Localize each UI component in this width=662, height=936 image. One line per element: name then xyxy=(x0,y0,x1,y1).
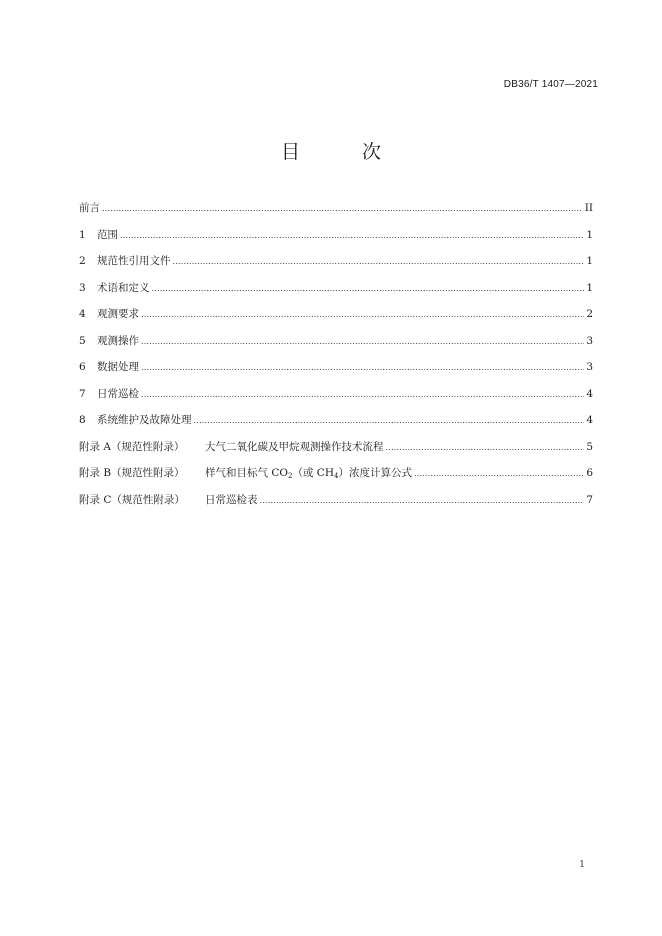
toc-entry-appendix-a[interactable] xyxy=(79,439,593,466)
toc-label: 术语和定义 xyxy=(97,281,150,294)
toc-entry-8[interactable] xyxy=(79,412,593,439)
toc-leader-dots xyxy=(141,337,584,346)
toc-appendix-prefix: 附录 C（规范性附录） xyxy=(79,493,185,506)
toc-number: 7 xyxy=(79,387,86,400)
toc-appendix-prefix: 附录 A（规范性附录） xyxy=(79,440,185,453)
document-code: DB36/T 1407—2021 xyxy=(503,79,598,90)
toc-number: 3 xyxy=(79,281,86,294)
toc-entry-appendix-c[interactable] xyxy=(79,492,593,519)
toc-label: 规范性引用文件 xyxy=(97,255,171,267)
toc-page: 6 xyxy=(586,467,593,479)
toc-label xyxy=(205,465,412,480)
toc-leader-dots xyxy=(141,390,584,399)
toc-label: 观测操作 xyxy=(97,334,139,347)
page-number: 1 xyxy=(579,860,585,870)
toc-leader-dots xyxy=(173,257,585,266)
toc-entry-5[interactable] xyxy=(79,333,593,360)
toc-leader-dots xyxy=(141,363,584,372)
toc-label: 大气二氧化碳及甲烷观测操作技术流程 xyxy=(205,440,384,453)
toc-label: 观测要求 xyxy=(97,308,139,320)
toc-number: 5 xyxy=(79,334,86,347)
toc-page: 4 xyxy=(586,414,593,426)
toc-page: II xyxy=(584,202,593,214)
toc-page: 3 xyxy=(586,361,593,373)
toc-label: 日常巡检表 xyxy=(205,493,258,506)
toc-entry-3[interactable] xyxy=(79,280,593,307)
toc-entry-1[interactable] xyxy=(79,227,593,254)
toc-page: 2 xyxy=(586,308,593,320)
table-of-contents xyxy=(79,200,593,518)
toc-appendix-prefix: 附录 B（规范性附录） xyxy=(79,467,185,479)
toc-entry-appendix-b[interactable] xyxy=(79,465,593,492)
toc-page: 1 xyxy=(586,255,593,267)
toc-number: 1 xyxy=(79,228,86,241)
toc-label-part: （或 CH xyxy=(292,467,334,479)
toc-label: 日常巡检 xyxy=(97,387,139,400)
toc-label: 数据处理 xyxy=(97,361,139,373)
page-title: 目 次 xyxy=(280,141,410,163)
toc-leader-dots xyxy=(152,284,585,293)
toc-page: 1 xyxy=(586,228,593,241)
toc-number: 4 xyxy=(79,308,86,320)
toc-label: 系统维护及故障处理 xyxy=(97,414,192,426)
subscript: 4 xyxy=(333,472,339,480)
toc-entry-foreword[interactable] xyxy=(79,200,593,227)
toc-entry-7[interactable] xyxy=(79,386,593,413)
toc-entry-4[interactable] xyxy=(79,306,593,333)
toc-number: 6 xyxy=(79,361,86,373)
toc-leader-dots xyxy=(194,416,585,425)
toc-leader-dots xyxy=(386,443,585,452)
toc-entry-2[interactable] xyxy=(79,253,593,280)
toc-label: 前言 xyxy=(79,202,100,214)
toc-number: 8 xyxy=(79,414,86,426)
toc-entry-6[interactable] xyxy=(79,359,593,386)
toc-label-part: 样气和目标气 CO xyxy=(205,467,288,479)
subscript: 2 xyxy=(287,472,293,480)
toc-page: 3 xyxy=(586,334,593,347)
toc-page: 7 xyxy=(586,493,593,506)
toc-leader-dots xyxy=(260,496,585,505)
toc-label-part: ）浓度计算公式 xyxy=(338,467,412,479)
toc-leader-dots xyxy=(141,310,584,319)
toc-page: 4 xyxy=(586,387,593,400)
toc-leader-dots xyxy=(102,204,583,213)
toc-page: 5 xyxy=(586,440,593,453)
toc-leader-dots xyxy=(414,469,584,478)
toc-page: 1 xyxy=(586,281,593,294)
toc-number: 2 xyxy=(79,255,86,267)
toc-label: 范围 xyxy=(97,228,118,241)
toc-leader-dots xyxy=(120,231,584,240)
